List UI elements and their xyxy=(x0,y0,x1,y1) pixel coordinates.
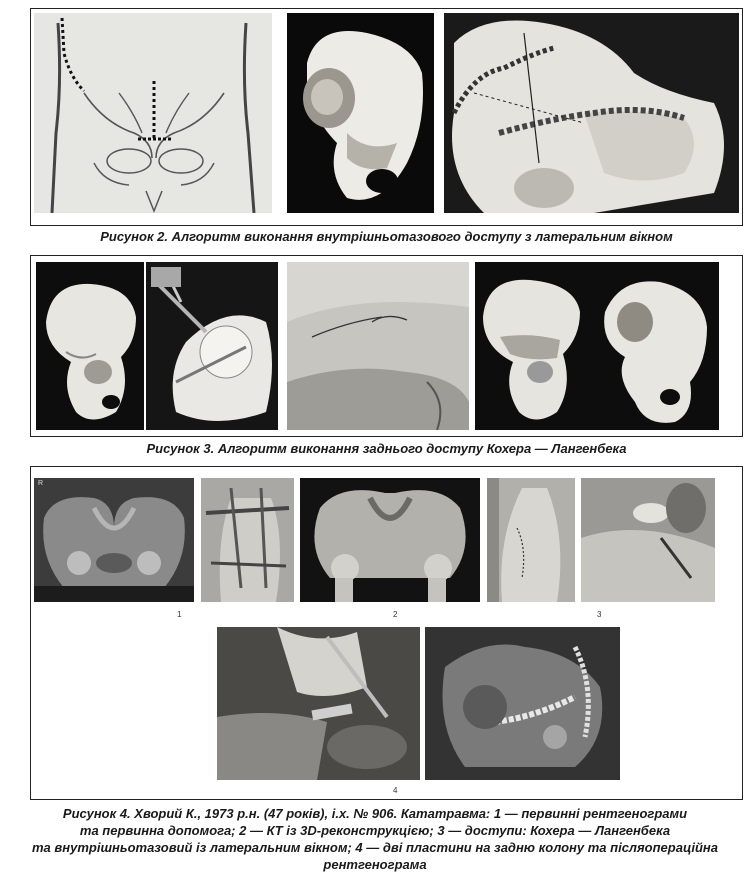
figure-4-caption-line-2: та первинна допомога; 2 — КТ із 3D-реконструкцією; 3 — доступи: Кохера — Лангенбека xyxy=(79,823,671,838)
figure-4-caption-line-3: та внутрішньотазовий із латеральним вікном; 4 — дві пластини на задню колону та післяопераційна xyxy=(32,840,718,855)
xray-side-marker: R xyxy=(38,480,44,487)
fig4-intraoperative-plates xyxy=(217,627,420,780)
figure-4-caption-line-4: рентгенограма xyxy=(323,857,427,872)
fig4-surgery-field xyxy=(581,478,715,602)
fig3-pelvis-comparison xyxy=(475,262,719,430)
fig3-skin-incision xyxy=(287,262,469,430)
figure-4-caption-line-1: Рисунок 4. Хворий К., 1973 р.н. (47 років), і.х. № 906. Кататравма: 1 — первинні рентгенограми xyxy=(62,806,688,821)
fig4-first-aid-photo xyxy=(201,478,294,602)
figure-2-caption: Рисунок 2. Алгоритм виконання внутрішньотазового доступу з латеральним вікном xyxy=(100,229,673,244)
fig4-label-2: 2 xyxy=(393,610,398,619)
fig4-label-4: 4 xyxy=(393,786,398,795)
fig4-postop-xray xyxy=(425,627,620,780)
fig2-pelvis-model-plates xyxy=(444,13,739,213)
fig4-approach-markings xyxy=(487,478,575,602)
fig4-label-1: 1 xyxy=(177,610,182,619)
fig3-instrument-on-model xyxy=(146,262,278,430)
figure-4-caption xyxy=(14,805,736,873)
fig2-pelvis-model-lateral xyxy=(287,13,434,213)
fig4-label-3: 3 xyxy=(597,610,602,619)
fig4-ct-3d-reconstruction xyxy=(300,478,480,602)
fig3-pelvis-bone xyxy=(36,262,144,430)
fig4-xray-pelvis xyxy=(34,478,194,602)
fig2-pelvis-schematic xyxy=(34,13,272,213)
figure-3-caption: Рисунок 3. Алгоритм виконання заднього доступу Кохера — Лангенбека xyxy=(146,441,627,456)
